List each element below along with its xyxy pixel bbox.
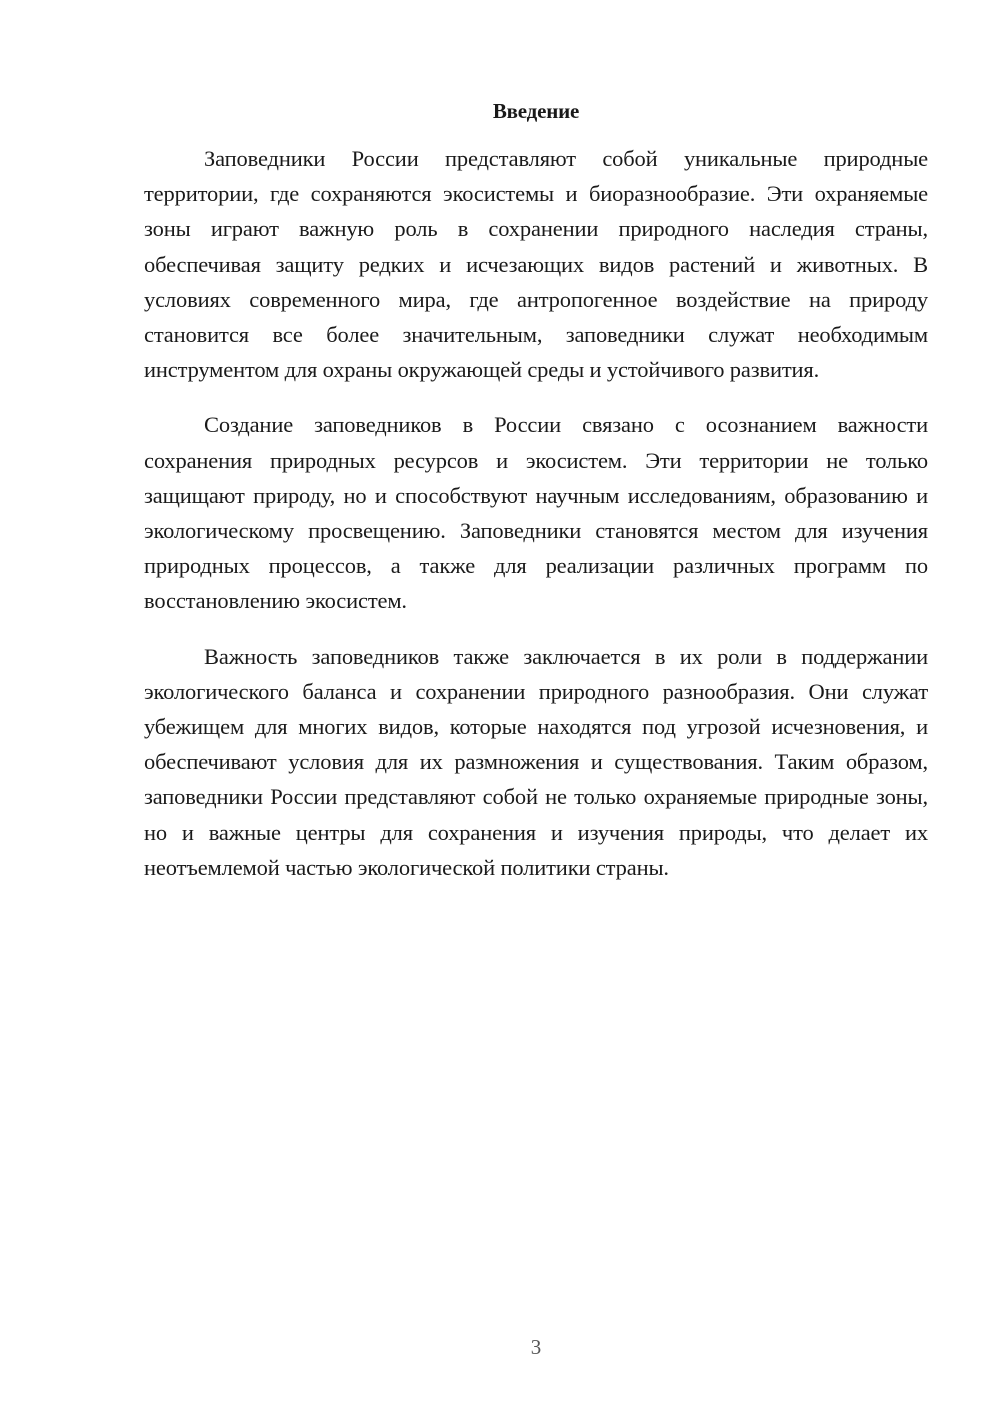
page-number: 3 (530, 1335, 542, 1359)
paragraph-2: Создание заповедников в России связано с осознанием важности сохранения природных ресурсов и экосистем. Эти территории не только защищают природу, но и способствуют научным исследованиям, образованию и экологическому просвещению. Заповедники становятся местом для изучения природных процессов, а также для реализации различных программ по восстановлению экосистем. (144, 412, 928, 614)
paragraph-3: Важность заповедников также заключается в их роли в поддержании экологического баланса и сохранении природного разнообразия. Они служат убежищем для многих видов, которые находятся под угрозой исчезновения, и обеспечивают условия для их размножения и существования. Таким образом, заповедники России представляют собой не только охраняемые природные зоны, но и важные центры для сохранения и изучения природы, что делает их неотъемлемой частью экологической политики страны. (144, 643, 928, 880)
paragraph-1: Заповедники России представляют собой уникальные природные территории, где сохраняются экосистемы и биоразнообразие. Эти охраняемые зоны играют важную роль в сохранении природного наследия страны, обеспечивая защиту редких и исчезающих видов растений и животных. В условиях современного мира, где антропогенное воздействие на природу становится все более значительным, заповедники служат необходимым инструментом для охраны окружающей среды и устойчивого развития. (144, 146, 928, 383)
section-title: Введение (492, 99, 580, 123)
body-text (144, 141, 928, 905)
